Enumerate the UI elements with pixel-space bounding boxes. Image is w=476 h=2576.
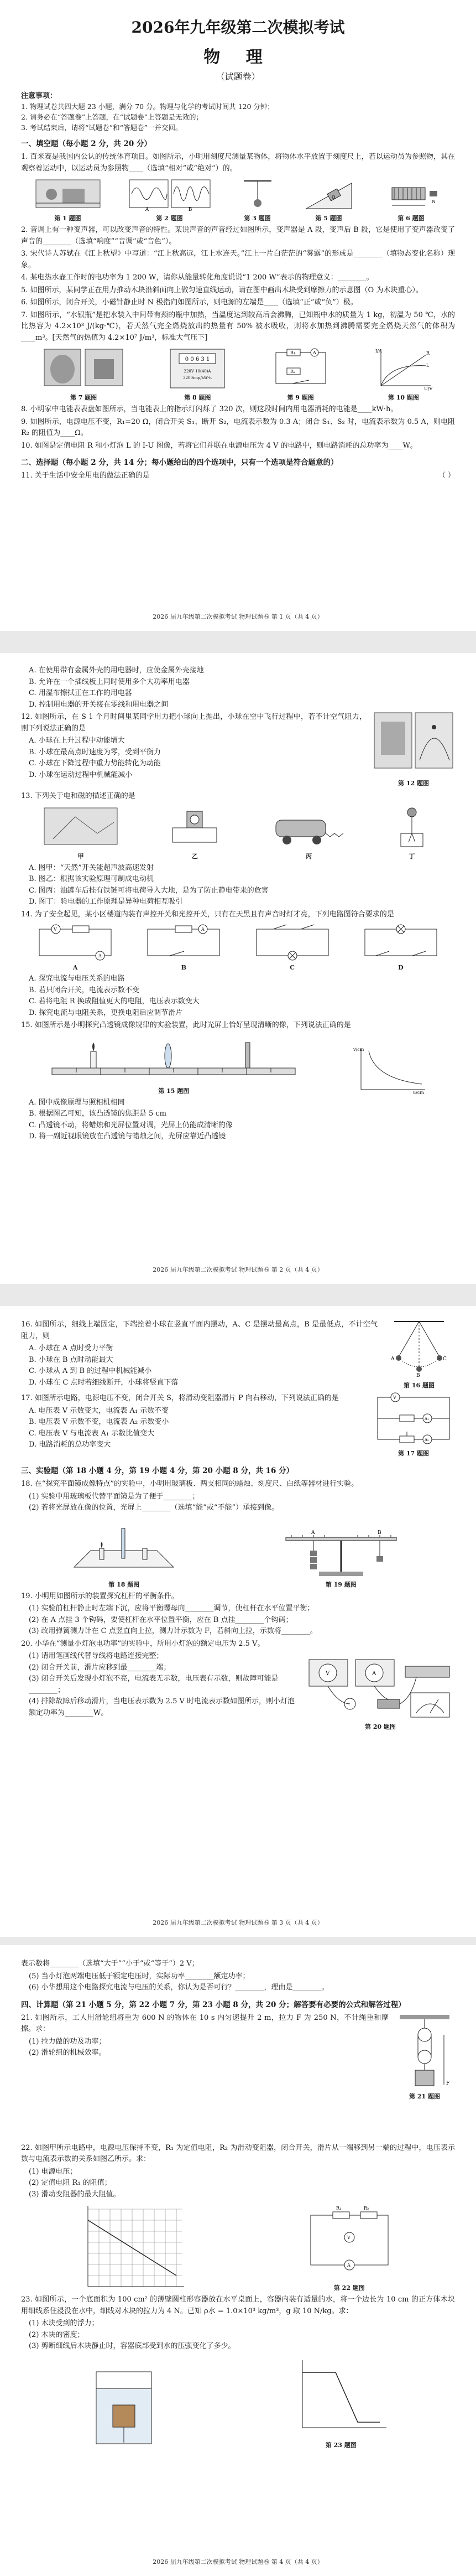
figure-6	[381, 178, 442, 222]
sub-question: (6) 小华想用这个电路探究电流与电压的关系，你认为是否可行？________，理由是________。	[29, 1983, 329, 1992]
figure-caption: 第 18 题图	[108, 1580, 140, 1588]
sub-question: (3) 滑动变阻器的最大阻值。	[29, 2190, 121, 2199]
question-17: 17. 如图所示电路，电源电压不变，闭合开关 S，将滑动变阻器滑片 P 向右移动，下列说法正确的是	[21, 1394, 339, 1402]
svg-text:220V 10(40)A: 220V 10(40)A	[184, 369, 211, 374]
option: C. 若将电阻 R 换成阻值更大的电阻，电压表示数变大	[29, 997, 200, 1005]
sub-question: (1) 拉力做的功及功率；	[29, 2037, 106, 2046]
figure-9	[270, 347, 331, 402]
exam-page-2	[0, 653, 476, 1284]
figure-19	[275, 1517, 407, 1589]
figure-23-container	[85, 2366, 163, 2449]
figure-14-c	[251, 924, 334, 971]
sub-question: (1) 电源电压；	[29, 2167, 77, 2176]
figure-row-15	[21, 1035, 455, 1095]
figure-row-13	[21, 806, 455, 861]
option: C. 凸透镜不动，将蜡烛和光屏位置对调，光屏上仍能成清晰的像	[29, 1121, 233, 1129]
figure-caption: 第 7 题图	[70, 394, 97, 401]
option: C. 用湿布擦拭正在工作的用电器	[29, 689, 132, 697]
svg-text:U/V: U/V	[423, 386, 433, 391]
figure-caption: 第 16 题图	[404, 1382, 435, 1389]
figure-14-d	[359, 924, 442, 971]
svg-text:A: A	[312, 350, 316, 355]
option: A. 探究电流与电压关系的电路	[29, 975, 125, 983]
option: C. 图丙：油罐车后挂有铁链可将电荷导入大地，是为了防止静电带来的危害	[29, 886, 269, 895]
question-19: 19. 小明用如图所示的装置探究杠杆的平衡条件。	[21, 1592, 179, 1600]
svg-text:v/cm: v/cm	[353, 1046, 364, 1052]
figure-12	[372, 711, 455, 787]
svg-text:A: A	[372, 1670, 376, 1677]
svg-text:L: L	[426, 363, 430, 368]
sub-question: (2) 若将光屏放在像的位置，光屏上________（选填“能”或“不能”）承接到像。	[29, 1504, 279, 1512]
option: D. 图丁：验电器的工作原理是异种电荷相互吸引	[29, 898, 183, 906]
option: B. 小球在 B 点时动能最大	[29, 1355, 113, 1364]
figure-caption: 第 5 题图	[315, 215, 342, 222]
svg-text:C: C	[443, 1356, 447, 1362]
option: D. 控制用电器的开关接在零线和用电器之间	[29, 700, 169, 709]
option: D. 电路消耗的总功率变大	[29, 1440, 111, 1449]
svg-text:A: A	[98, 953, 102, 958]
figure-caption: 第 23 题图	[325, 2441, 357, 2449]
svg-text:A: A	[311, 1530, 315, 1536]
sub-question: (2) 在 A 点挂 3 个钩码，要使杠杆在水平位置平衡，应在 B 点挂________个钩码；	[29, 1615, 293, 1624]
sub-question: (3) 剪断细线后木块静止时，容器底部受到水的压强变化了多少。	[29, 2342, 236, 2350]
option: B. 电压表 V 示数不变，电流表 A₂ 示数变小	[29, 1418, 169, 1426]
figure-caption: 第 6 题图	[397, 215, 425, 222]
figure-2	[128, 178, 211, 222]
figure-caption: 第 9 题图	[287, 394, 314, 401]
figure-18	[69, 1517, 179, 1589]
question-21: 21. 如图所示，工人用滑轮组将重为 600 N 的物体在 10 s 内匀速提升 2 m，拉力 F 为 250 N，不计绳重和摩擦。求：	[21, 2013, 389, 2033]
question-11-text: 11. 关于生活中安全用电的做法正确的是	[21, 471, 150, 480]
figure-caption: 第 17 题图	[398, 1450, 429, 1457]
sub-question: (2) 木块的密度；	[29, 2330, 85, 2339]
notice-item: 1. 物理试卷共四大题 23 小题，满分 70 分。物理与化学的考试时间共 120 分钟；	[21, 102, 274, 111]
svg-text:R₂: R₂	[363, 2206, 369, 2211]
svg-text:V: V	[347, 2235, 351, 2240]
figure-caption: 第 20 题图	[365, 1723, 396, 1730]
svg-text:O: O	[331, 195, 336, 200]
notice-item: 2. 请务必在“答题卷”上答题，在“试题卷”上答题是无效的；	[21, 113, 203, 121]
option: D. 探究电流与电阻关系，更换电阻后应调节滑片	[29, 1008, 183, 1017]
question-1: 1. 百米赛是我国内公认的传统体育项目。如图所示，小明用刻度尺测量某物体，将物体水平放置于刻度尺上，若以运动员为参照物，其在观察着运动中，以运动员为参照物____（选填“相对”或“绝对”）的。	[21, 153, 455, 173]
figure-row-2	[21, 347, 455, 402]
figure-1	[35, 178, 101, 222]
exam-page-4	[0, 1945, 476, 2576]
question-10: 10. 如图是定值电阻 R 和小灯泡 L 的 I-U 图像，若将它们并联在电源电压为 4 V 的电路中，则电路消耗的总功率为____W。	[21, 441, 417, 450]
svg-text:B: B	[377, 1530, 381, 1536]
question-18: 18. 在“探究平面镜成像特点”的实验中，小明用玻璃板、两支相同的蜡烛、刻度尺、白纸等器材进行实验。	[21, 1480, 359, 1488]
option: A. 图甲：“天然”开关能超声波高速发射	[29, 863, 154, 872]
svg-text:I/A: I/A	[375, 349, 382, 354]
option: B. 若只闭合开关，电流表示数不变	[29, 986, 139, 994]
svg-text:A₁: A₁	[425, 1417, 429, 1421]
figure-caption: 第 1 题图	[54, 215, 81, 222]
sub-question: (1) 实验中用玻璃板代替平面镜是为了便于________；	[29, 1492, 200, 1501]
figure-caption: 第 21 题图	[409, 2092, 440, 2100]
figure-15-bench	[46, 1035, 301, 1095]
option: C. 电压表 V 与电流表 A₁ 示数比值变大	[29, 1429, 155, 1438]
exam-page-3	[0, 1306, 476, 1937]
figure-caption: 第 3 题图	[244, 215, 271, 222]
option: B. 根据图乙可知，该凸透镜的焦距是 5 cm	[29, 1110, 166, 1118]
question-5: 5. 如图所示，某同学正在用力推动木块沿斜面向上做匀速直线运动，请在图中画出木块受到摩擦力的示意图（O 为木块重心）。	[21, 286, 423, 294]
option: C. 小球在下降过程中重力势能转化为动能	[29, 759, 161, 768]
figure-17	[372, 1392, 455, 1458]
figure-5	[304, 178, 354, 222]
notice-item: 3. 考试结束后，请将“试题卷”和“答题卷”一并交回。	[21, 123, 182, 132]
option: B. 允许在一个插线板上同时使用多个大功率用电器	[29, 677, 190, 686]
figure-caption: D	[398, 964, 404, 971]
figure-10	[373, 347, 434, 402]
option: A. 小球在上升过程中动能增大	[29, 737, 125, 745]
sub-question: (3) 闭合开关后发现小灯泡不亮，电流表无示数，电压表有示数，则故障可能是________；	[29, 1675, 279, 1694]
svg-text:F: F	[446, 2080, 450, 2086]
svg-text:V: V	[393, 1395, 396, 1400]
svg-text:A: A	[201, 927, 205, 932]
sub-question: (2) 滑轮组的机械效率。	[29, 2049, 106, 2057]
question-14: 14. 为了安全起见，某小区楼道内装有声控开关和光控开关，只有在天黑且有声音时灯才亮，下列电路图符合要求的是	[21, 910, 394, 919]
svg-text:A: A	[347, 2263, 351, 2268]
figure-3	[238, 178, 277, 222]
figure-row-23	[21, 2356, 455, 2449]
sub-question: (5) 当小灯泡两端电压低于额定电压时，实际功率________额定功率；	[29, 1972, 250, 1981]
figure-caption: 乙	[191, 852, 198, 860]
figure-caption: 第 8 题图	[184, 394, 211, 401]
question-4: 4. 某电热水壶工作时的电功率为 1 200 W，请你从能量转化角度说说“1 200 W”表示的物理意义：________。	[21, 273, 374, 282]
figure-16	[383, 1318, 455, 1390]
figure-row-18-19	[21, 1517, 455, 1589]
sub-question: (1) 请用笔画线代替导线将电路连接完整；	[29, 1652, 164, 1660]
option: C. 小球从 A 到 B 的过程中机械能减小	[29, 1367, 152, 1375]
option: B. 小球在最高点时速度为零，受到平衡力	[29, 748, 161, 756]
figure-7	[42, 347, 125, 402]
figure-caption: 甲	[77, 852, 84, 860]
option: A. 电压表 V 示数变大，电流表 A₁ 示数不变	[29, 1406, 169, 1415]
sub-question: (2) 闭合开关前，滑片应移到最________端；	[29, 1663, 171, 1672]
option: D. 小球在 C 点时若细线断开，小球将竖直下落	[29, 1378, 179, 1387]
question-6: 6. 如图所示，闭合开关，小磁针静止时 N 极指向如图所示，则电源的左端是____（选填“正”或“负”）极。	[21, 298, 358, 307]
option: A. 图中成像原理与照相机相同	[29, 1098, 125, 1107]
svg-text:u/cm: u/cm	[412, 1090, 424, 1095]
figure-22-graph	[77, 2204, 187, 2292]
figure-13-a	[42, 806, 119, 861]
exam-title: 2026年九年级第二次模拟考试	[131, 18, 345, 37]
notice-block	[21, 90, 455, 133]
paper-type: （试题卷）	[216, 71, 260, 82]
question-2: 2. 音调上有一种变声器，可以改变声音的特性。某说声音的声音经过如图所示，变声器是 A 段，变声后 B 段，它是使用了变声器改变了声音的________（选填“响度”“音调”或“音色”）。	[21, 226, 455, 246]
svg-text:A₂: A₂	[425, 1438, 429, 1442]
section-heading: 三、实验题（第 18 小题 4 分，第 19 小题 4 分，第 20 小题 8 分，共 16 分）	[21, 1466, 294, 1475]
svg-text:R₂: R₂	[290, 369, 295, 374]
answer-paren: （ ）	[438, 471, 455, 480]
exam-page-1	[0, 0, 476, 631]
svg-text:3200imp/kW·h: 3200imp/kW·h	[183, 376, 212, 380]
figure-20	[306, 1637, 455, 1731]
option: B. 图乙：根据该实验原理可制成电动机	[29, 875, 154, 883]
svg-text:V: V	[326, 1670, 330, 1677]
page-footer: 2026 届九年级第二次模拟考试 物理试题卷 第 1 页（共 4 页）	[153, 613, 323, 620]
question-16: 16. 如图所示，细线上端固定，下端拴着小球在竖直平面内摆动，A、C 是摆动最高点，B 是最低点，不计空气阻力，则	[21, 1320, 378, 1340]
figure-caption: 丙	[306, 852, 312, 860]
figure-row-14	[21, 924, 455, 971]
sub-question: (1) 木块受到的浮力；	[29, 2319, 99, 2328]
option: D. 小球在运动过程中机械能减小	[29, 770, 133, 779]
question-11	[21, 470, 455, 482]
svg-text:B: B	[188, 207, 192, 212]
svg-text:B: B	[416, 1373, 420, 1378]
svg-text:A: A	[145, 207, 149, 212]
section-heading: 一、填空题（每小题 2 分，共 20 分）	[21, 139, 151, 148]
figure-caption: A	[72, 964, 78, 971]
page-footer: 2026 届九年级第二次模拟考试 物理试题卷 第 3 页（共 4 页）	[153, 1919, 323, 1926]
svg-text:N: N	[431, 199, 436, 204]
question-13: 13. 下列关于电和磁的描述正确的是	[21, 792, 135, 800]
figure-caption: 第 15 题图	[158, 1087, 190, 1095]
svg-text:V: V	[54, 927, 57, 932]
figure-13-b	[161, 806, 228, 861]
sub-question: (4) 排除故障后移动滑片，当电压表示数为 2.5 V 时电流表示数如图所示，则小灯泡额定功率为________W。	[29, 1697, 295, 1717]
svg-text:A: A	[391, 1356, 395, 1362]
option: A. 小球在 A 点时受力平衡	[29, 1344, 113, 1352]
figure-23-graph	[291, 2356, 391, 2449]
svg-text:0 0 6 3 1: 0 0 6 3 1	[185, 356, 210, 362]
question-8: 8. 小明家中电能表表盘如图所示，当电能表上的指示灯闪烁了 320 次，则这段时间内用电器消耗的电能是____kW·h。	[21, 405, 398, 413]
section-heading: 二、选择题（每小题 2 分，共 14 分；每小题给出的四个选项中，只有一个选项是符合题意的）	[21, 458, 338, 467]
figure-13-c	[270, 806, 348, 861]
question-9: 9. 如图所示，电源电压不变，R₁=20 Ω，闭合开关 S₁、断开 S₂，电流表示数为 0.3 A；闭合 S₁、S₂ 时，电流表示数为 0.5 A，则电阻 R₂ 的阻值为____Ω。	[21, 417, 455, 437]
notice-heading: 注意事项：	[21, 92, 57, 100]
figure-14-a	[34, 924, 117, 971]
page-footer: 2026 届九年级第二次模拟考试 物理试题卷 第 4 页（共 4 页）	[153, 2558, 323, 2565]
figure-13-d	[390, 806, 434, 861]
section-heading: 四、计算题（第 21 小题 5 分，第 22 小题 7 分，第 23 小题 8 分，共 20 分；解答要有必要的公式和解答过程）	[21, 2000, 406, 2009]
svg-text:R₁: R₁	[290, 350, 295, 355]
option: D. 将一副近视眼镜放在凸透镜与蜡烛之间，光屏应靠近凸透镜	[29, 1132, 226, 1141]
figure-14-b	[142, 924, 225, 971]
page-footer: 2026 届九年级第二次模拟考试 物理试题卷 第 2 页（共 4 页）	[153, 1266, 323, 1273]
sub-question: (3) 改用弹簧测力计在 C 点竖直向上拉，测力计示数为 F，若斜向上拉，示数将________。	[29, 1627, 317, 1635]
figure-caption: 第 19 题图	[325, 1580, 357, 1588]
figure-8	[167, 347, 228, 402]
figure-caption: 第 10 题图	[388, 394, 419, 401]
question-22: 22. 如图甲所示电路中，电源电压保持不变，R₁ 为定值电阻，R₂ 为滑动变阻器，闭合开关，滑片从一端移到另一端的过程中，电压表示数与电流表示数的关系如图乙所示。求：	[21, 2143, 455, 2163]
figure-row-22	[21, 2204, 455, 2292]
svg-text:R: R	[426, 351, 430, 356]
option: A. 在使用带有金属外壳的用电器时，应使金属外壳接地	[29, 666, 204, 675]
subject-title: 物 理	[203, 48, 273, 67]
question-15: 15. 如图所示是小明探究凸透镜成像规律的实验装置，此时光屏上恰好呈现清晰的像，下列说法正确的是	[21, 1021, 351, 1029]
figure-21	[394, 2013, 455, 2101]
sub-question: (2) 定值电阻 R₁ 的阻值；	[29, 2179, 112, 2187]
question-12: 12. 如图所示，在 S 1 个月时间里某同学用力把小球向上抛出，小球在空中飞行过程中，若不计空气阻力，则下列说法正确的是	[21, 713, 367, 733]
figure-22-circuit	[300, 2204, 399, 2292]
figure-caption: 丁	[409, 852, 415, 860]
figure-caption: C	[290, 964, 295, 971]
question-20: 20. 小华在“测量小灯泡电功率”的实验中，所用小灯泡的额定电压为 2.5 V。	[21, 1639, 265, 1648]
figure-15-graph	[352, 1045, 430, 1095]
figure-row-1	[21, 178, 455, 222]
question-23: 23. 如图所示，一个底面积为 100 cm² 的薄壁圆柱形容器放在水平桌面上，容器内装有适量的水，将一个边长为 10 cm 的正方体木块用细线系住浸没在水中，细线对木块的拉力为 4 N。已知 ρ水 = 1.0×10³ kg/m³，g 取 10 N/kg。求：	[21, 2295, 455, 2315]
figure-caption: 第 22 题图	[333, 2284, 365, 2292]
question-20-continued: 表示数将________（选填“大于”“小于”或“等于”）2 V；	[21, 1960, 199, 1968]
question-7: 7. 如图所示，“水银瓶”是把水装入中间带有颈的瓶中加热，当温度达到较高后会沸腾，已知瓶中水的质量为 1 kg，初温为 50 ℃，水的比热容为 4.2×10³ J/(kg·℃)，若天然气完全燃烧放出的热量有 50% 被水吸收，则将水加热到沸腾需要完全燃烧天然气的体积为____m³。[天然气的热值为 4.2×10⁷ J/m³，标准大气压下]	[21, 310, 455, 342]
svg-text:R₁: R₁	[336, 2206, 341, 2211]
figure-caption: 第 12 题图	[398, 780, 429, 787]
figure-caption: 第 2 题图	[156, 215, 183, 222]
question-3: 3. 宋代诗人苏轼在《江上秋望》中写道：“江上秋高远，江上水连天。”江上一片白茫茫的“雾露”的形成是________（填物态变化名称）现象。	[21, 250, 455, 269]
sub-question: (1) 实验前杠杆静止时左端下沉，应将平衡螺母向________调节，使杠杆在水平位置平衡；	[29, 1604, 315, 1613]
figure-caption: B	[181, 964, 187, 971]
